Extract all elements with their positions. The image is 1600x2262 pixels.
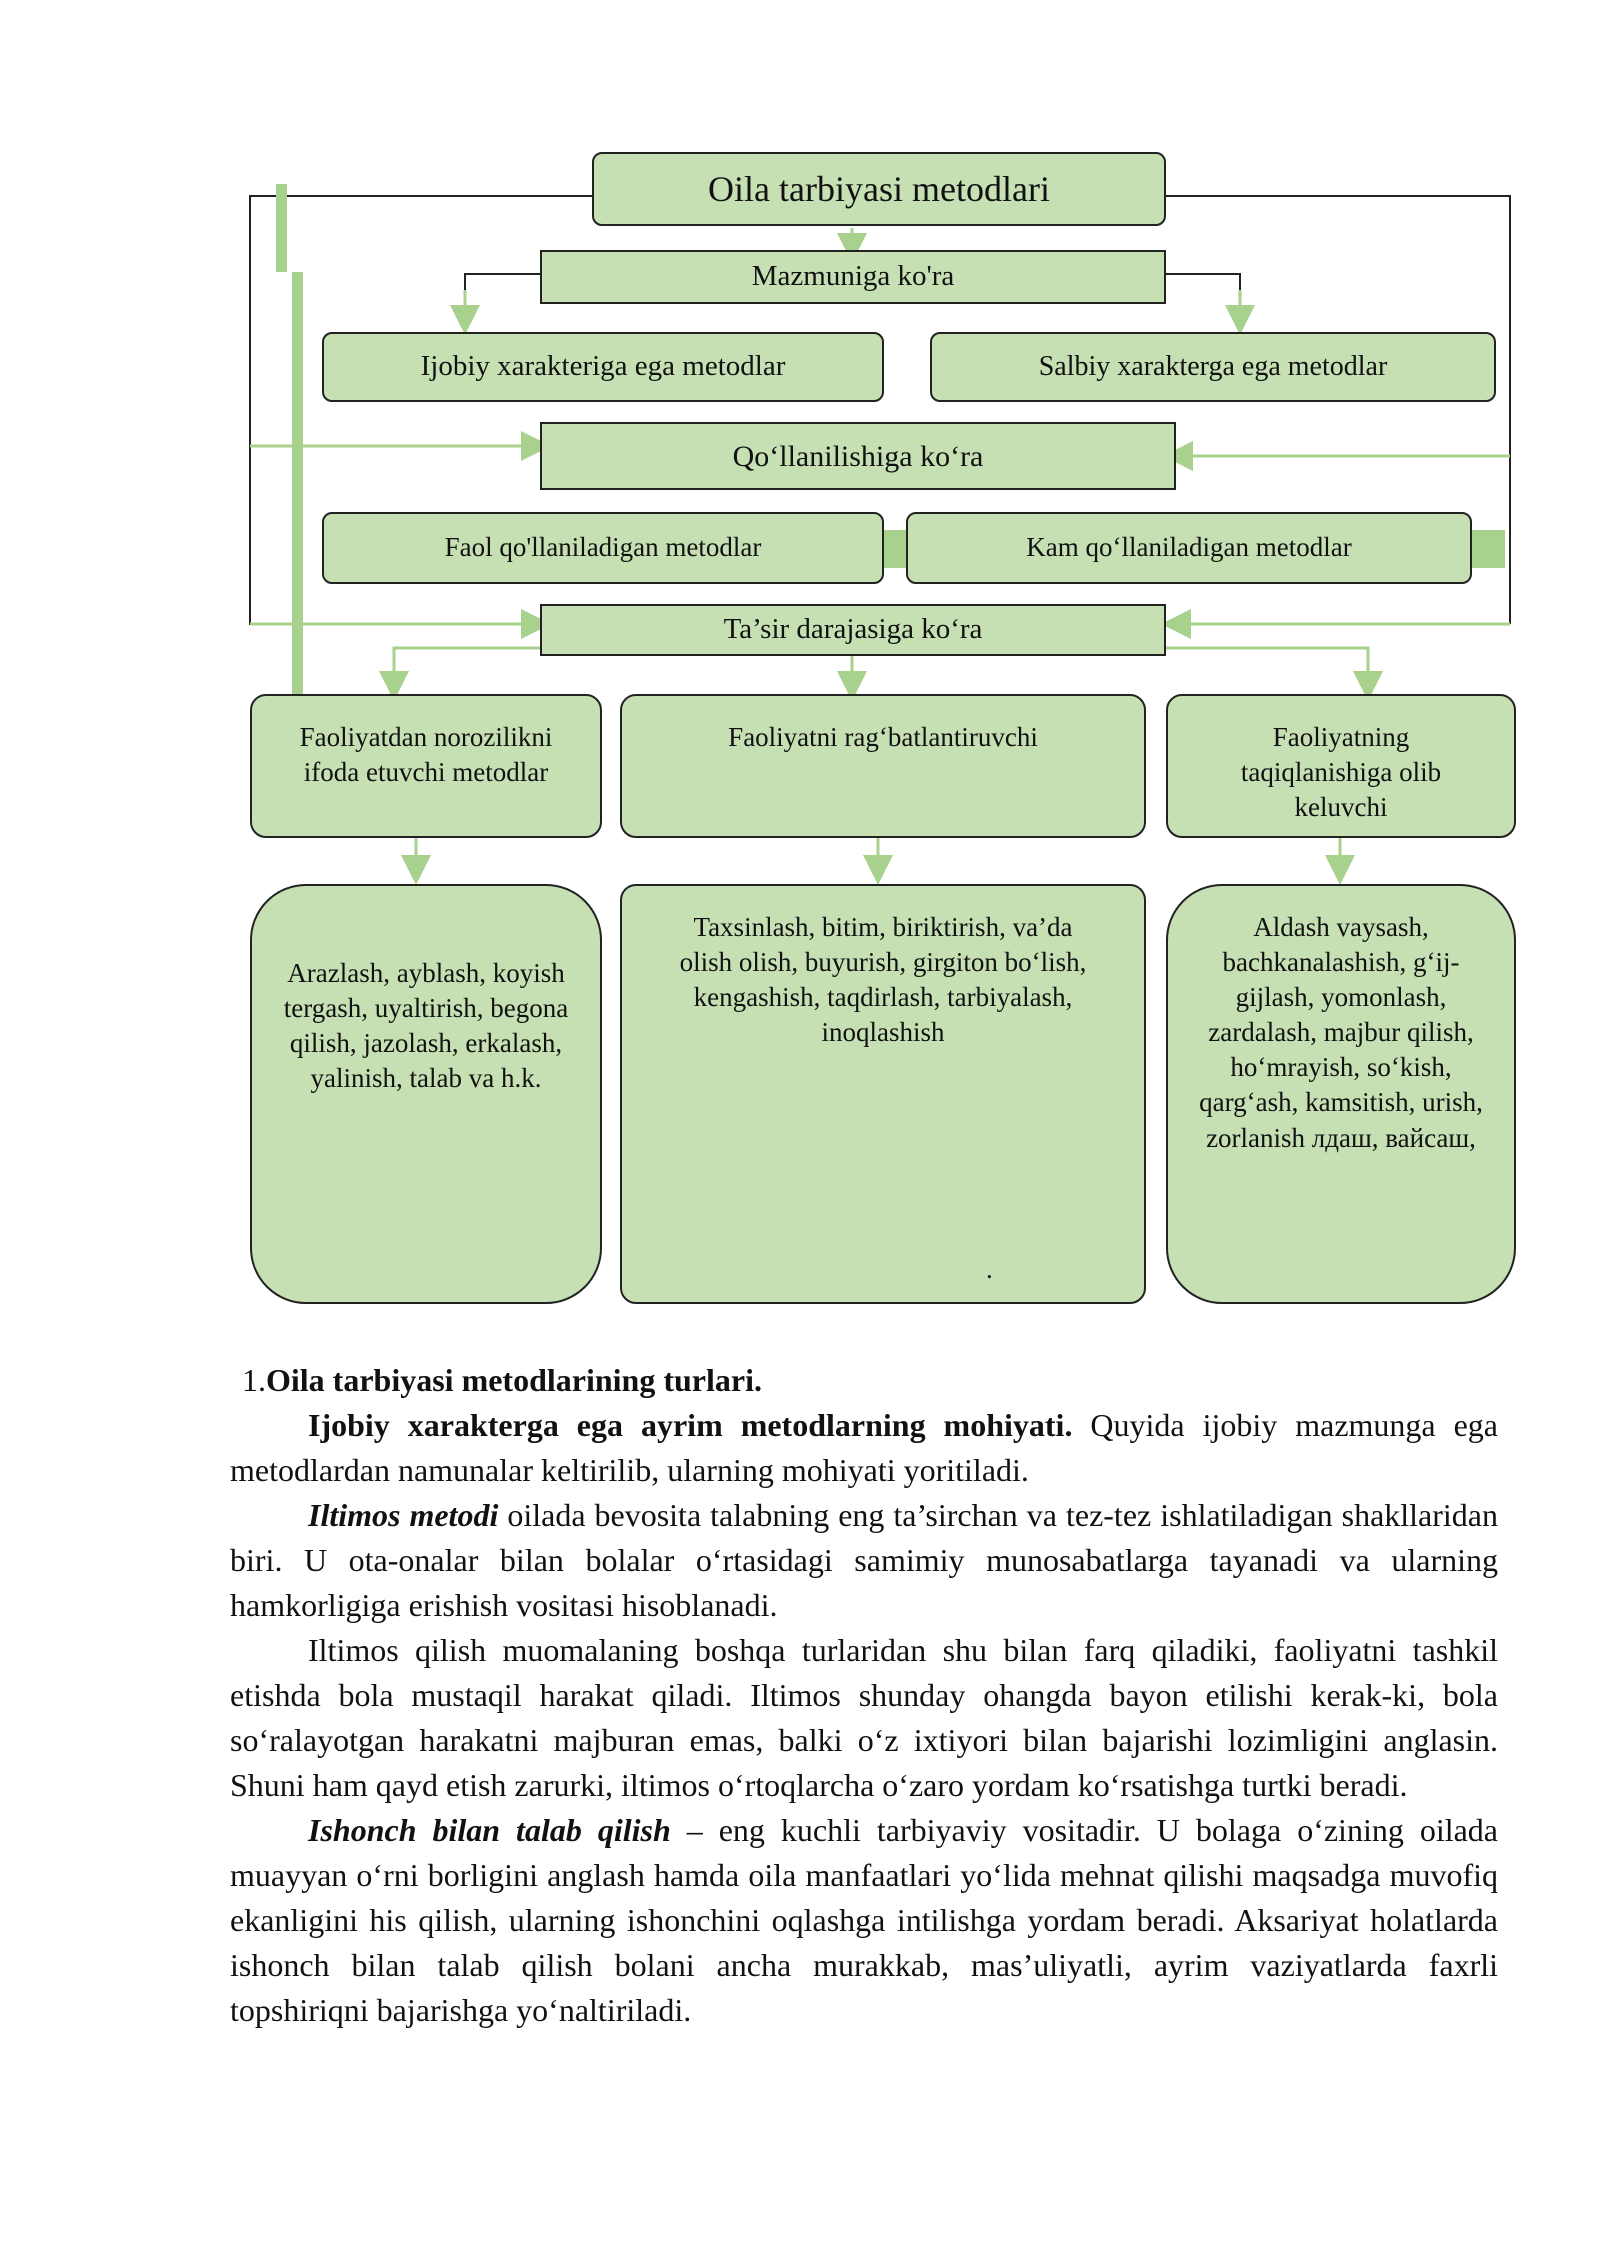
paragraph-4	[230, 1808, 1498, 2033]
diagram-title	[592, 152, 1166, 226]
paragraph-1	[230, 1403, 1498, 1493]
paragraph-2-emphasis: Iltimos metodi	[308, 1497, 499, 1533]
diagram-title-text: Oila tarbiyasi metodlari	[708, 168, 1050, 209]
rare-methods-label: Kam qo‘llaniladigan metodlar	[1026, 532, 1352, 563]
encourage-examples-box	[620, 884, 1146, 1304]
category-by-impact-label: Ta’sir darajasiga ko‘ra	[723, 613, 983, 646]
active-methods-box	[322, 512, 884, 584]
category-by-usage	[540, 422, 1176, 490]
green-bar-left	[276, 184, 287, 272]
paragraph-3	[230, 1628, 1498, 1808]
protest-examples-text: Arazlash, ayblash, koyish tergash, uyaltirish, begona qilish, jazolash, erkalash, yalinish, talab va h.k.	[283, 958, 569, 1094]
protest-methods-box	[250, 694, 602, 838]
category-by-content-label: Mazmuniga ko'ra	[751, 260, 955, 293]
section-heading-text: Oila tarbiyasi metodlarining turlari.	[266, 1362, 762, 1398]
paragraph-1-bold: Ijobiy xarakterga ega ayrim metodlarning mohiyati.	[308, 1407, 1073, 1443]
active-methods-label: Faol qo'llaniladigan metodlar	[444, 532, 762, 563]
prohibit-methods-box	[1166, 694, 1516, 838]
paragraph-4-text: – eng kuchli tarbiyaviy vositadir. U bolaga o‘zining oilada muayyan o‘rni borligini anglash hamda oila manfaatlari yo‘lida mehnat qilishi maqsadga muvofiq ekanligini his qilish, ularning ishonchini oqlashga intilishga yordam beradi. Aksariyat holatlarda ishonch bilan talab qilish bolani ancha murakkab, mas’uliyatli, ayrim vaziyatlarda faxrli topshiriqni bajarishga yo‘naltiriladi.	[230, 1812, 1499, 2028]
prohibit-examples-text: Aldash vaysash, bachkanalashish, g‘ij-gijlash, yomonlash, zardalash, majbur qilish, ho‘mrayish, so‘kish, qarg‘ash, kamsitish, urish, zorlanish лдаш, вайсаш,	[1199, 912, 1483, 1153]
green-bar-inner	[292, 272, 303, 700]
encourage-methods-box	[620, 694, 1146, 838]
protest-examples-box	[250, 884, 602, 1304]
paragraph-2	[230, 1493, 1498, 1628]
negative-methods-label: Salbiy xarakterga ega metodlar	[1038, 350, 1388, 382]
paragraph-4-emphasis: Ishonch bilan talab qilish	[308, 1812, 671, 1848]
negative-methods-box	[930, 332, 1496, 402]
category-by-content	[540, 250, 1166, 304]
document-body	[230, 1358, 1498, 2033]
paragraph-2-text: oilada bevosita talabning eng ta’sirchan va tez-tez ishlatiladigan shakllaridan biri. U ota-onalar bilan bolalar o‘rtasidagi samimiy munosabatlarga tayanadi va ularning hamkorligiga erishish vositasi hisoblanadi.	[230, 1497, 1499, 1623]
prohibit-methods-label: Faoliyatning taqiqlanishiga olib keluvchi	[1240, 722, 1442, 823]
encourage-examples-text: Taxsinlash, bitim, biriktirish, va’da olish olish, buyurish, girgiton bo‘lish, kengashish, taqdirlash, tarbiyalash, inoqlashish	[679, 912, 1087, 1048]
positive-methods-box	[322, 332, 884, 402]
section-heading	[230, 1358, 1498, 1403]
category-by-usage-label: Qo‘llanilishiga ko‘ra	[732, 439, 984, 473]
positive-methods-label: Ijobiy xarakteriga ega metodlar	[420, 350, 786, 383]
prohibit-examples-box	[1166, 884, 1516, 1304]
encourage-methods-label: Faoliyatni rag‘batlantiruvchi	[728, 722, 1038, 752]
rare-methods-box	[906, 512, 1472, 584]
section-heading-number: 1.	[242, 1362, 266, 1398]
paragraph-1-text: Quyida ijobiy mazmunga ega metodlardan namunalar keltirilib, ularning mohiyati yoritiladi.	[230, 1407, 1499, 1488]
category-by-impact	[540, 604, 1166, 656]
paragraph-3-text: Iltimos qilish muomalaning boshqa turlaridan shu bilan farq qiladiki, faoliyatni tashkil etishda bola mustaqil harakat qiladi. Iltimos shunday ohangda bayon etilishi kerak-ki, bola so‘ralayotgan harakatni majburan emas, balki o‘z ixtiyori bilan bajarishi lozimligini anglasin. Shuni ham qayd etish zarurki, iltimos o‘rtoqlarcha o‘zaro yordam ko‘rsatishga turtki beradi.	[230, 1632, 1498, 1803]
encourage-examples-dot: .	[986, 1254, 993, 1284]
protest-methods-label: Faoliyatdan norozilikni ifoda etuvchi metodlar	[299, 722, 553, 788]
